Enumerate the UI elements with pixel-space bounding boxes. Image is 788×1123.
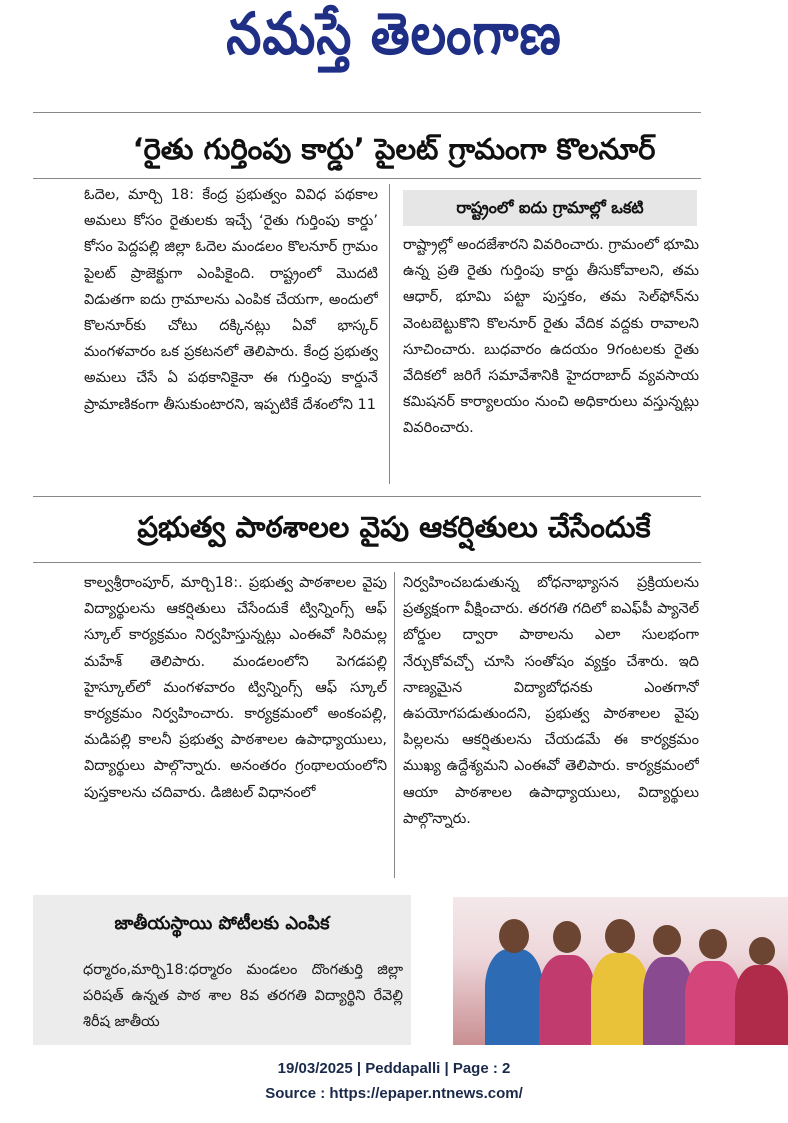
- photo-person-head: [653, 925, 681, 955]
- article1-left-text: ఓదెల, మార్చి 18: కేంద్ర ప్రభుత్వం వివిధ పథకాల అమలు కోసం రైతులకు ఇచ్చే ‘రైతు గుర్తింపు కార్డు’ కోసం పెద్దపల్లి జిల్లా ఓదెల మండలం కొలనూర్ గ్రామం పైలట్ ప్రాజెక్టుగా ఎంపికైంది. రాష్ట్రంలో మొదటి విడుతగా ఐదు గ్రామాలను ఎంపిక చేయగా, అందులో కొలనూర్‌కు చోటు దక్కినట్లు ఏవో భాస్కర్ మంగళవారం ఒక ప్రకటనలో తెలిపారు. కేంద్ర ప్రభుత్వ అమలు చేసే ఏ పథకానికైనా ఈ గుర్తింపు కార్డునే ప్రామాణికంగా తీసుకుంటారని, ఇప్పటికే దేశంలోని 11: [84, 187, 378, 413]
- photo-person: [485, 949, 543, 1045]
- article3-text: ధర్మారం,మార్చి18:ధర్మారం మండలం దొంగతుర్తి జిల్లా పరిషత్ ఉన్నత పాఠ శాల 8వ తరగతి విద్యార్థిని రేవెల్లి శిరీష జాతీయ: [83, 962, 403, 1030]
- photo-person-head: [699, 929, 727, 959]
- article2-left-column: [84, 570, 387, 880]
- article1-right-column: [403, 232, 699, 490]
- divider: [33, 562, 701, 563]
- photo-person-head: [749, 937, 775, 965]
- footer-date-edition: 19/03/2025 | Peddapalli | Page : 2: [277, 1060, 511, 1077]
- footer-source: Source : https://epaper.ntnews.com/: [265, 1085, 523, 1102]
- article3-box: [33, 895, 411, 1045]
- photo-person: [735, 965, 788, 1045]
- article1-subhead: రాష్ట్రంలో ఐదు గ్రామాల్లో ఒకటి: [403, 190, 697, 226]
- photo-person: [539, 955, 595, 1045]
- article2-photo: [453, 897, 788, 1045]
- divider: [33, 112, 701, 113]
- masthead: [0, 0, 788, 80]
- article2-right-column: [403, 570, 699, 880]
- article1-left-column: [84, 182, 378, 487]
- photo-person-head: [499, 919, 529, 953]
- divider: [33, 178, 701, 179]
- photo-person: [685, 961, 741, 1045]
- photo-person-head: [605, 919, 635, 953]
- article3-headline: జాతీయస్థాయి పోటీలకు ఎంపిక: [114, 913, 330, 934]
- article2-headline: ప్రభుత్వ పాఠశాలల వైపు ఆకర్షితులు చేసేందుకే: [137, 510, 651, 544]
- photo-person: [591, 953, 649, 1045]
- article1-headline: ‘రైతు గుర్తింపు కార్డు’ పైలట్ గ్రామంగా కొలనూర్: [132, 132, 656, 166]
- article1-right-text: రాష్ట్రాల్లో అందజేశారని వివరించారు. గ్రామంలో భూమి ఉన్న ప్రతి రైతు గుర్తింపు కార్డు తీసుకోవాలని, తమ ఆధార్, భూమి పట్టా పుస్తకం, తమ సెల్‌ఫోన్‌ను వెంటబెట్టుకొని కొలనూర్ రైతు వేదిక వద్దకు రావాలని సూచించారు. బుధవారం ఉదయం 9గంటలకు రైతు వేదికలో జరిగే సమావేశానికి హైదరాబాద్ వ్యవసాయ కమిషనర్ కార్యాలయం నుంచి అధికారులు వస్తున్నట్లు వివరించారు.: [403, 237, 699, 437]
- article2-right-text: నిర్వహించబడుతున్న బోధనాభ్యాసన ప్రక్రియలను ప్రత్యక్షంగా వీక్షించారు. తరగతి గదిలో ఐఎఫ్‌పీ ప్యానెల్ బోర్డుల ద్వారా పాఠాలను ఎలా సులభంగా నేర్చుకోవచ్చో చూసి సంతోషం వ్యక్తం చేశారు. ఇది నాణ్యమైన విద్యాబోధనకు ఎంతగానో ఉపయోగపడుతుందని, ప్రభుత్వ పాఠశాలల వైపు పిల్లలను ఆకర్షితులను చేయడమే ఈ కార్యక్రమం ముఖ్య ఉద్దేశ్యమని ఎంఈవో తెలిపారు. కార్యక్రమంలో ఆయా పాఠశాలల ఉపాధ్యాయులు, విద్యార్థులు పాల్గొన్నారు.: [403, 575, 699, 827]
- article2-left-text: కాల్వశ్రీరాంపూర్, మార్చి18:. ప్రభుత్వ పాఠశాలల వైపు విద్యార్థులను ఆకర్షితులు చేసేందుకే ట్విన్నింగ్స్ ఆఫ్ స్కూల్ కార్యక్రమం నిర్వహిస్తున్నట్లు ఎంఈవో సిరిమల్ల మహేశ్ తెలిపారు. మండలంలోని పెగడపల్లి హైస్కూల్‌లో మంగళవారం ట్విన్నింగ్స్ ఆఫ్ స్కూల్ కార్యక్రమం నిర్వహించారు. కార్యక్రమంలో అంకంపల్లి, మడిపల్లి కాలనీ ప్రభుత్వ పాఠశాలల ఉపాధ్యాయులు, విద్యార్థులు పాల్గొన్నారు. అనంతరం గ్రంథాలయంలోని పుస్తకాలను చదివారు. డిజిటల్ విధానంలో: [84, 575, 387, 801]
- newspaper-logo: నమస్తే తెలంగాణ: [226, 0, 562, 68]
- photo-person-head: [553, 921, 581, 953]
- column-divider: [394, 572, 395, 878]
- divider: [33, 496, 701, 497]
- column-divider: [389, 184, 390, 484]
